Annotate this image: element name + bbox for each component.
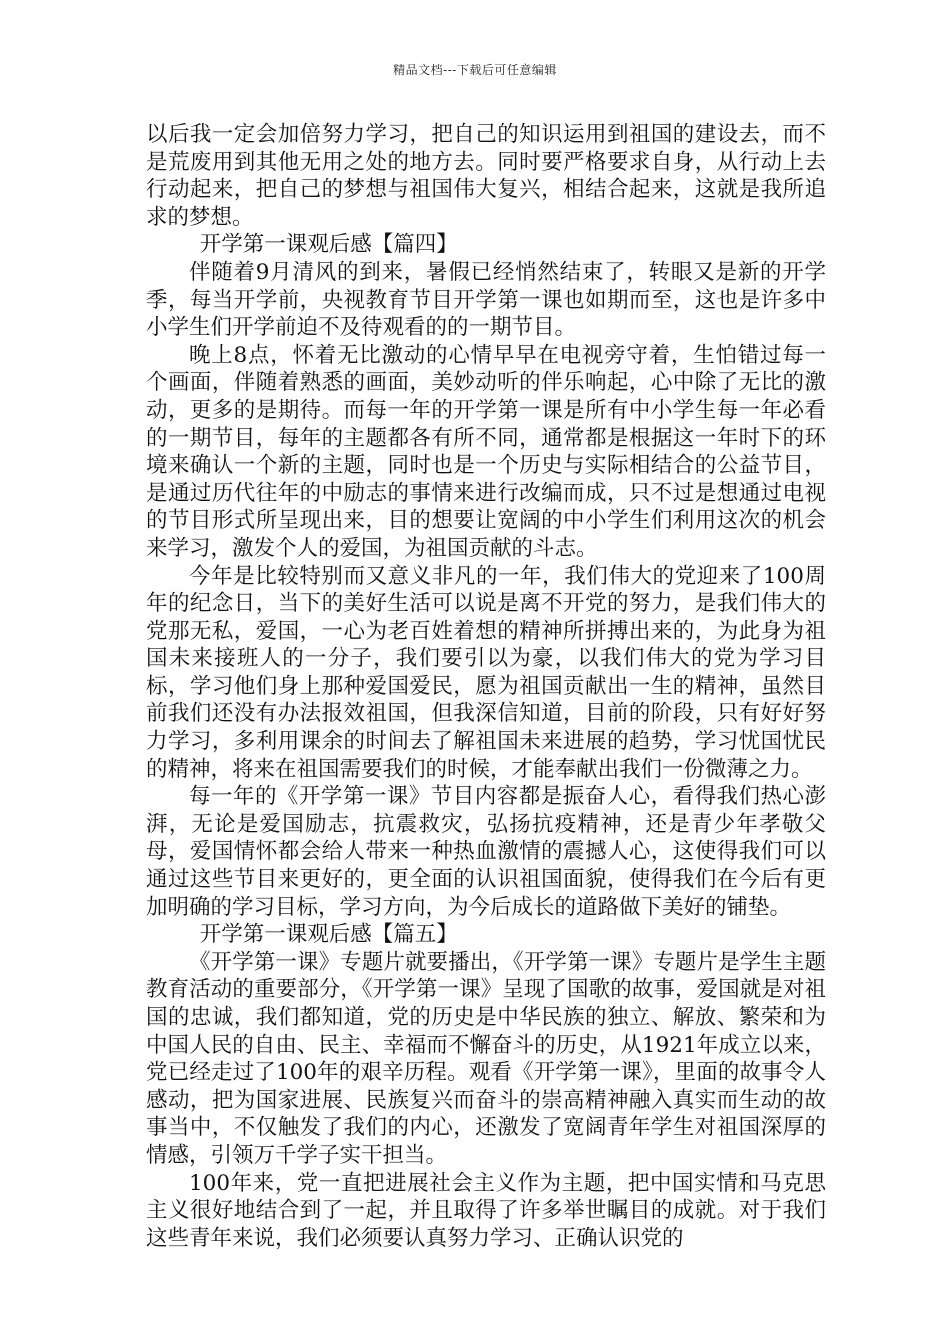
paragraph: 《开学第一课》专题片就要播出，《开学第一课》专题片是学生主题教育活动的重要部分，《开学第一课》呈现了国歌的故事，爱国就是对祖国的忠诚，我们都知道，党的历史是中华民族的独立、解放、繁荣和为中国人民的自由、民主、幸福而不懈奋斗的历史，从1921年成立以来，党已经走过了100年的艰辛历程。观看《开学第一课》，里面的故事令人感动，把为国家进展、民族复兴而奋斗的崇高精神融入真实而生动的故事当中，不仅触发了我们的内心，还激发了宽阔青年学生对祖国深厚的情感，引领万千学子实干担当。 [146,949,826,1168]
paragraph: 每一年的《开学第一课》节目内容都是振奋人心，看得我们热心澎湃，无论是爱国励志，抗震救灾，弘扬抗疫精神，还是青少年孝敬父母，爱国情怀都会给人带来一种热血激情的震撼人心，这使得我们可以通过这些节目来更好的，更全面的认识祖国面貌，使得我们在今后有更加明确的学习目标，学习方向，为今后成长的道路做下美好的铺垫。 [146,784,826,920]
paragraph: 100年来，党一直把进展社会主义作为主题，把中国实情和马克思主义很好地结合到了一起，并且取得了许多举世瞩目的成就。对于我们这些青年来说，我们必须要认真努力学习、正确认识党的 [146,1170,826,1251]
paragraph: 伴随着9月清风的到来，暑假已经悄然结束了，转眼又是新的开学季，每当开学前，央视教育节目开学第一课也如期而至，这也是许多中小学生们开学前迫不及待观看的的一期节目。 [146,259,826,341]
document-body [146,121,826,1252]
page-header: 精品文档---下载后可任意编辑 [393,63,557,77]
paragraph: 今年是比较特别而又意义非凡的一年，我们伟大的党迎来了100周年的纪念日，当下的美好生活可以说是离不开党的努力，是我们伟大的党那无私，爱国，一心为老百姓着想的精神所拼搏出来的，为此身为祖国未来接班人的一分子，我们要引以为豪，以我们伟大的党为学习目标，学习他们身上那种爱国爱民，愿为祖国贡献出一生的精神，虽然目前我们还没有办法报效祖国，但我深信知道，目前的阶段，只有好好努力学习，多利用课余的时间去了解祖国未来进展的趋势，学习忧国忧民的精神，将来在祖国需要我们的时候，才能奉献出我们一份微薄之力。 [146,563,826,782]
paragraph-intro: 以后我一定会加倍努力学习，把自己的知识运用到祖国的建设去，而不是荒废用到其他无用之处的地方去。同时要严格要求自身，从行动上去行动起来，把自己的梦想与祖国伟大复兴，相结合起来，这就是我所追求的梦想。 [146,122,826,230]
paragraph: 晚上8点，怀着无比激动的心情早早在电视旁守着，生怕错过每一个画面，伴随着熟悉的画面，美妙动听的伴乐响起，心中除了无比的激动，更多的是期待。而每一年的开学第一课是所有中小学生每一年必看的一期节目，每年的主题都各有所不同，通常都是根据这一年时下的环境来确认一个新的主题，同时也是一个历史与实际相结合的公益节目，是通过历代往年的中励志的事情来进行改编而成，只不过是想通过电视的节目形式所呈现出来，目的想要让宽阔的中小学生们利用这次的机会来学习，激发个人的爱国，为祖国贡献的斗志。 [146,342,826,561]
section-title-part-five: 开学第一课观后感【篇五】 [199,922,458,948]
section-title-part-four: 开学第一课观后感【篇四】 [199,232,458,258]
